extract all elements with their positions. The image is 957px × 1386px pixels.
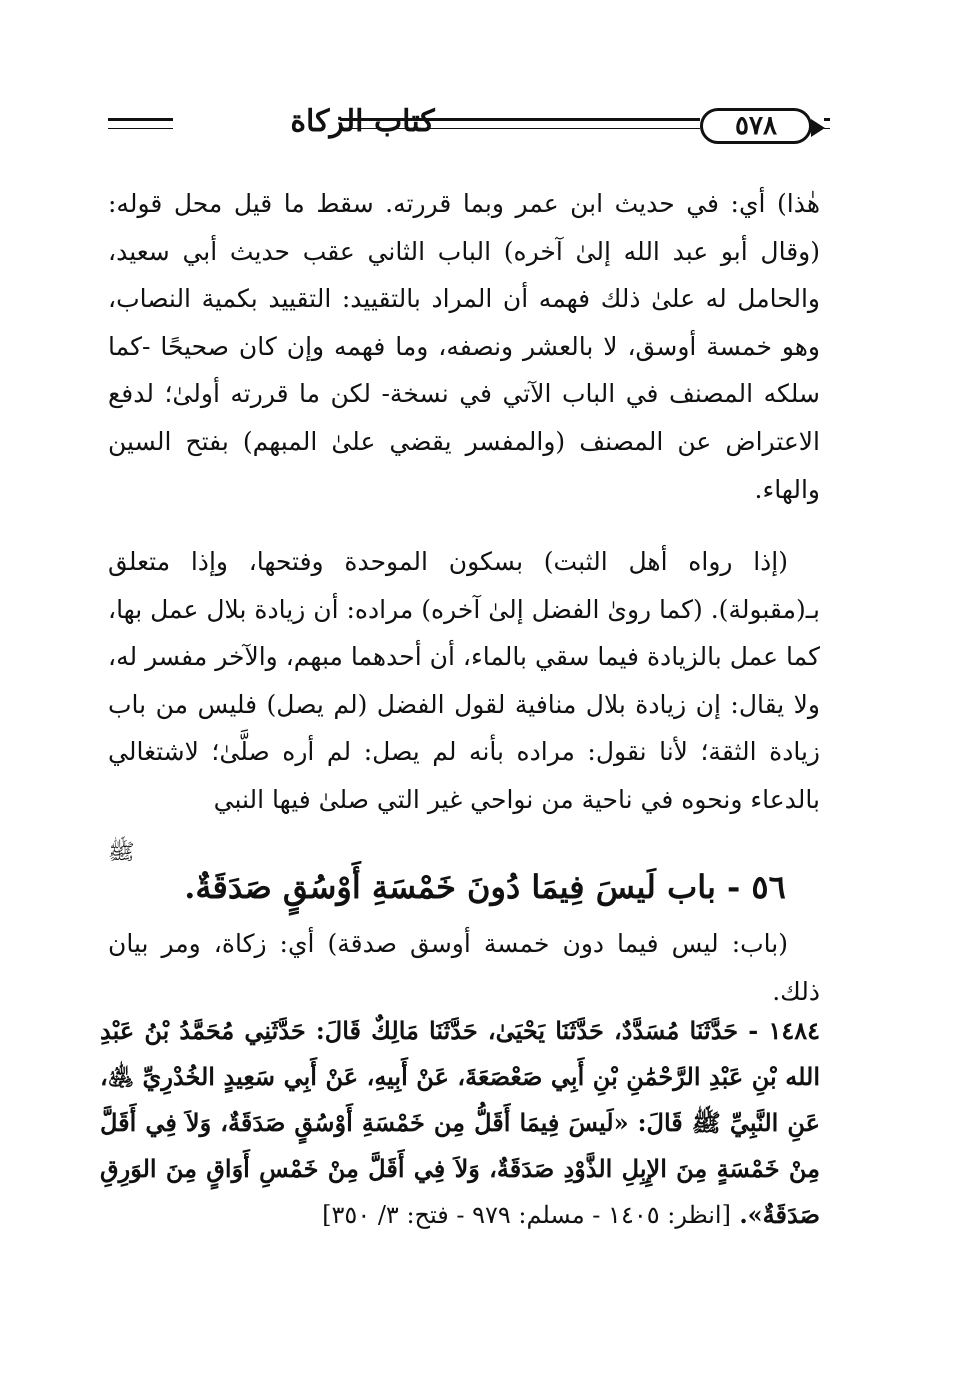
header-rule-middle	[340, 118, 700, 121]
page-header	[100, 104, 830, 148]
book-title: كتاب الزكاة	[290, 104, 435, 139]
page-number	[700, 108, 812, 144]
hadith-body: ١٤٨٤ - حَدَّثَنَا مُسَدَّدٌ، حَدَّثَنَا يَحْيَىٰ، حَدَّثَنَا مَالِكٌ قَالَ: حَدَّثَنِي مُحَمَّدُ بْنُ عَبْدِ الله بْنِ عَبْدِ الرَّحْمَٰنِ بْنِ أَبِي صَعْصَعَةَ، عَنْ أَبِيهِ، عَنْ أَبِي سَعِيدٍ الخُدْرِيِّ ﵁، عَنِ النَّبِيِّ ﷺ قَالَ: «لَيسَ فِيمَا أَقَلُّ مِن خَمْسَةِ أَوْسُقٍ صَدَقَةٌ، وَلاَ فِي أَقَلَّ مِنْ خَمْسَةٍ مِنَ الإِبِلِ الذَّوْدِ صَدَقَةٌ، وَلاَ فِي أَقَلَّ مِنْ خَمْسِ أَوَاقٍ مِنَ الوَرِقِ صَدَقَةٌ».	[100, 1016, 820, 1229]
header-rule-left	[108, 118, 173, 121]
paragraph: هٰذا) أي: في حديث ابن عمر وبما قررته. سقط ما قيل محل قوله: (وقال أبو عبد الله إلىٰ آخره) الباب الثاني عقب حديث أبي سعيد، والحامل له علىٰ ذلك فهمه أن المراد بالتقييد: التقييد بكمية النصاب، وهو خمسة أوسق، لا بالعشر ونصفه، وما فهمه وإن كان صحيحًا -كما سلكه المصنف في الباب الآتي في نسخة- لكن ما قررته أولىٰ؛ لدفع الاعتراض عن المصنف (والمفسر يقضي علىٰ المبهم) بفتح السين والهاء.	[108, 189, 820, 504]
salawat-mark: ﷺ	[108, 840, 135, 865]
header-rule-middle-thin	[340, 128, 700, 129]
paragraph: (إذا رواه أهل الثبت) بسكون الموحدة وفتحها، وإذا متعلق بـ(مقبولة). (كما روىٰ الفضل إلىٰ آخره) مراده: أن زيادة بلال عمل بها، كما عمل بالزيادة فيما سقي بالماء، أن أحدهما مبهم، والآخر مفسر له، ولا يقال: إن زيادة بلال منافية لقول الفضل (لم يصل) فليس من باب زيادة الثقة؛ لأنا نقول: مراده بأنه لم يصل: لم أره صلَّىٰ؛ لاشتغالي بالدعاء ونحوه في ناحية من نواحي غير التي صلىٰ فيها النبي	[108, 547, 820, 814]
hadith-reference: [انظر: ١٤٠٥ - مسلم: ٩٧٩ - فتح: ٣/ ٣٥٠]	[322, 1201, 731, 1229]
commentary-block-middle	[108, 538, 820, 824]
hadith-text	[100, 1008, 820, 1238]
header-rule-right	[824, 118, 830, 121]
header-rule-right-thin	[824, 128, 830, 129]
header-rule-left-thin	[108, 128, 173, 129]
page-number-text: ٥٧٨	[735, 111, 777, 141]
chapter-heading: ٥٦ - باب لَيسَ فِيمَا دُونَ خَمْسَةِ أَوْسُقٍ صَدَقَةٌ.	[184, 868, 786, 906]
paragraph: (باب: ليس فيما دون خمسة أوسق صدقة) أي: زكاة، ومر بيان ذلك.	[108, 929, 820, 1006]
chapter-commentary	[108, 920, 820, 1015]
commentary-block-top	[108, 180, 820, 513]
